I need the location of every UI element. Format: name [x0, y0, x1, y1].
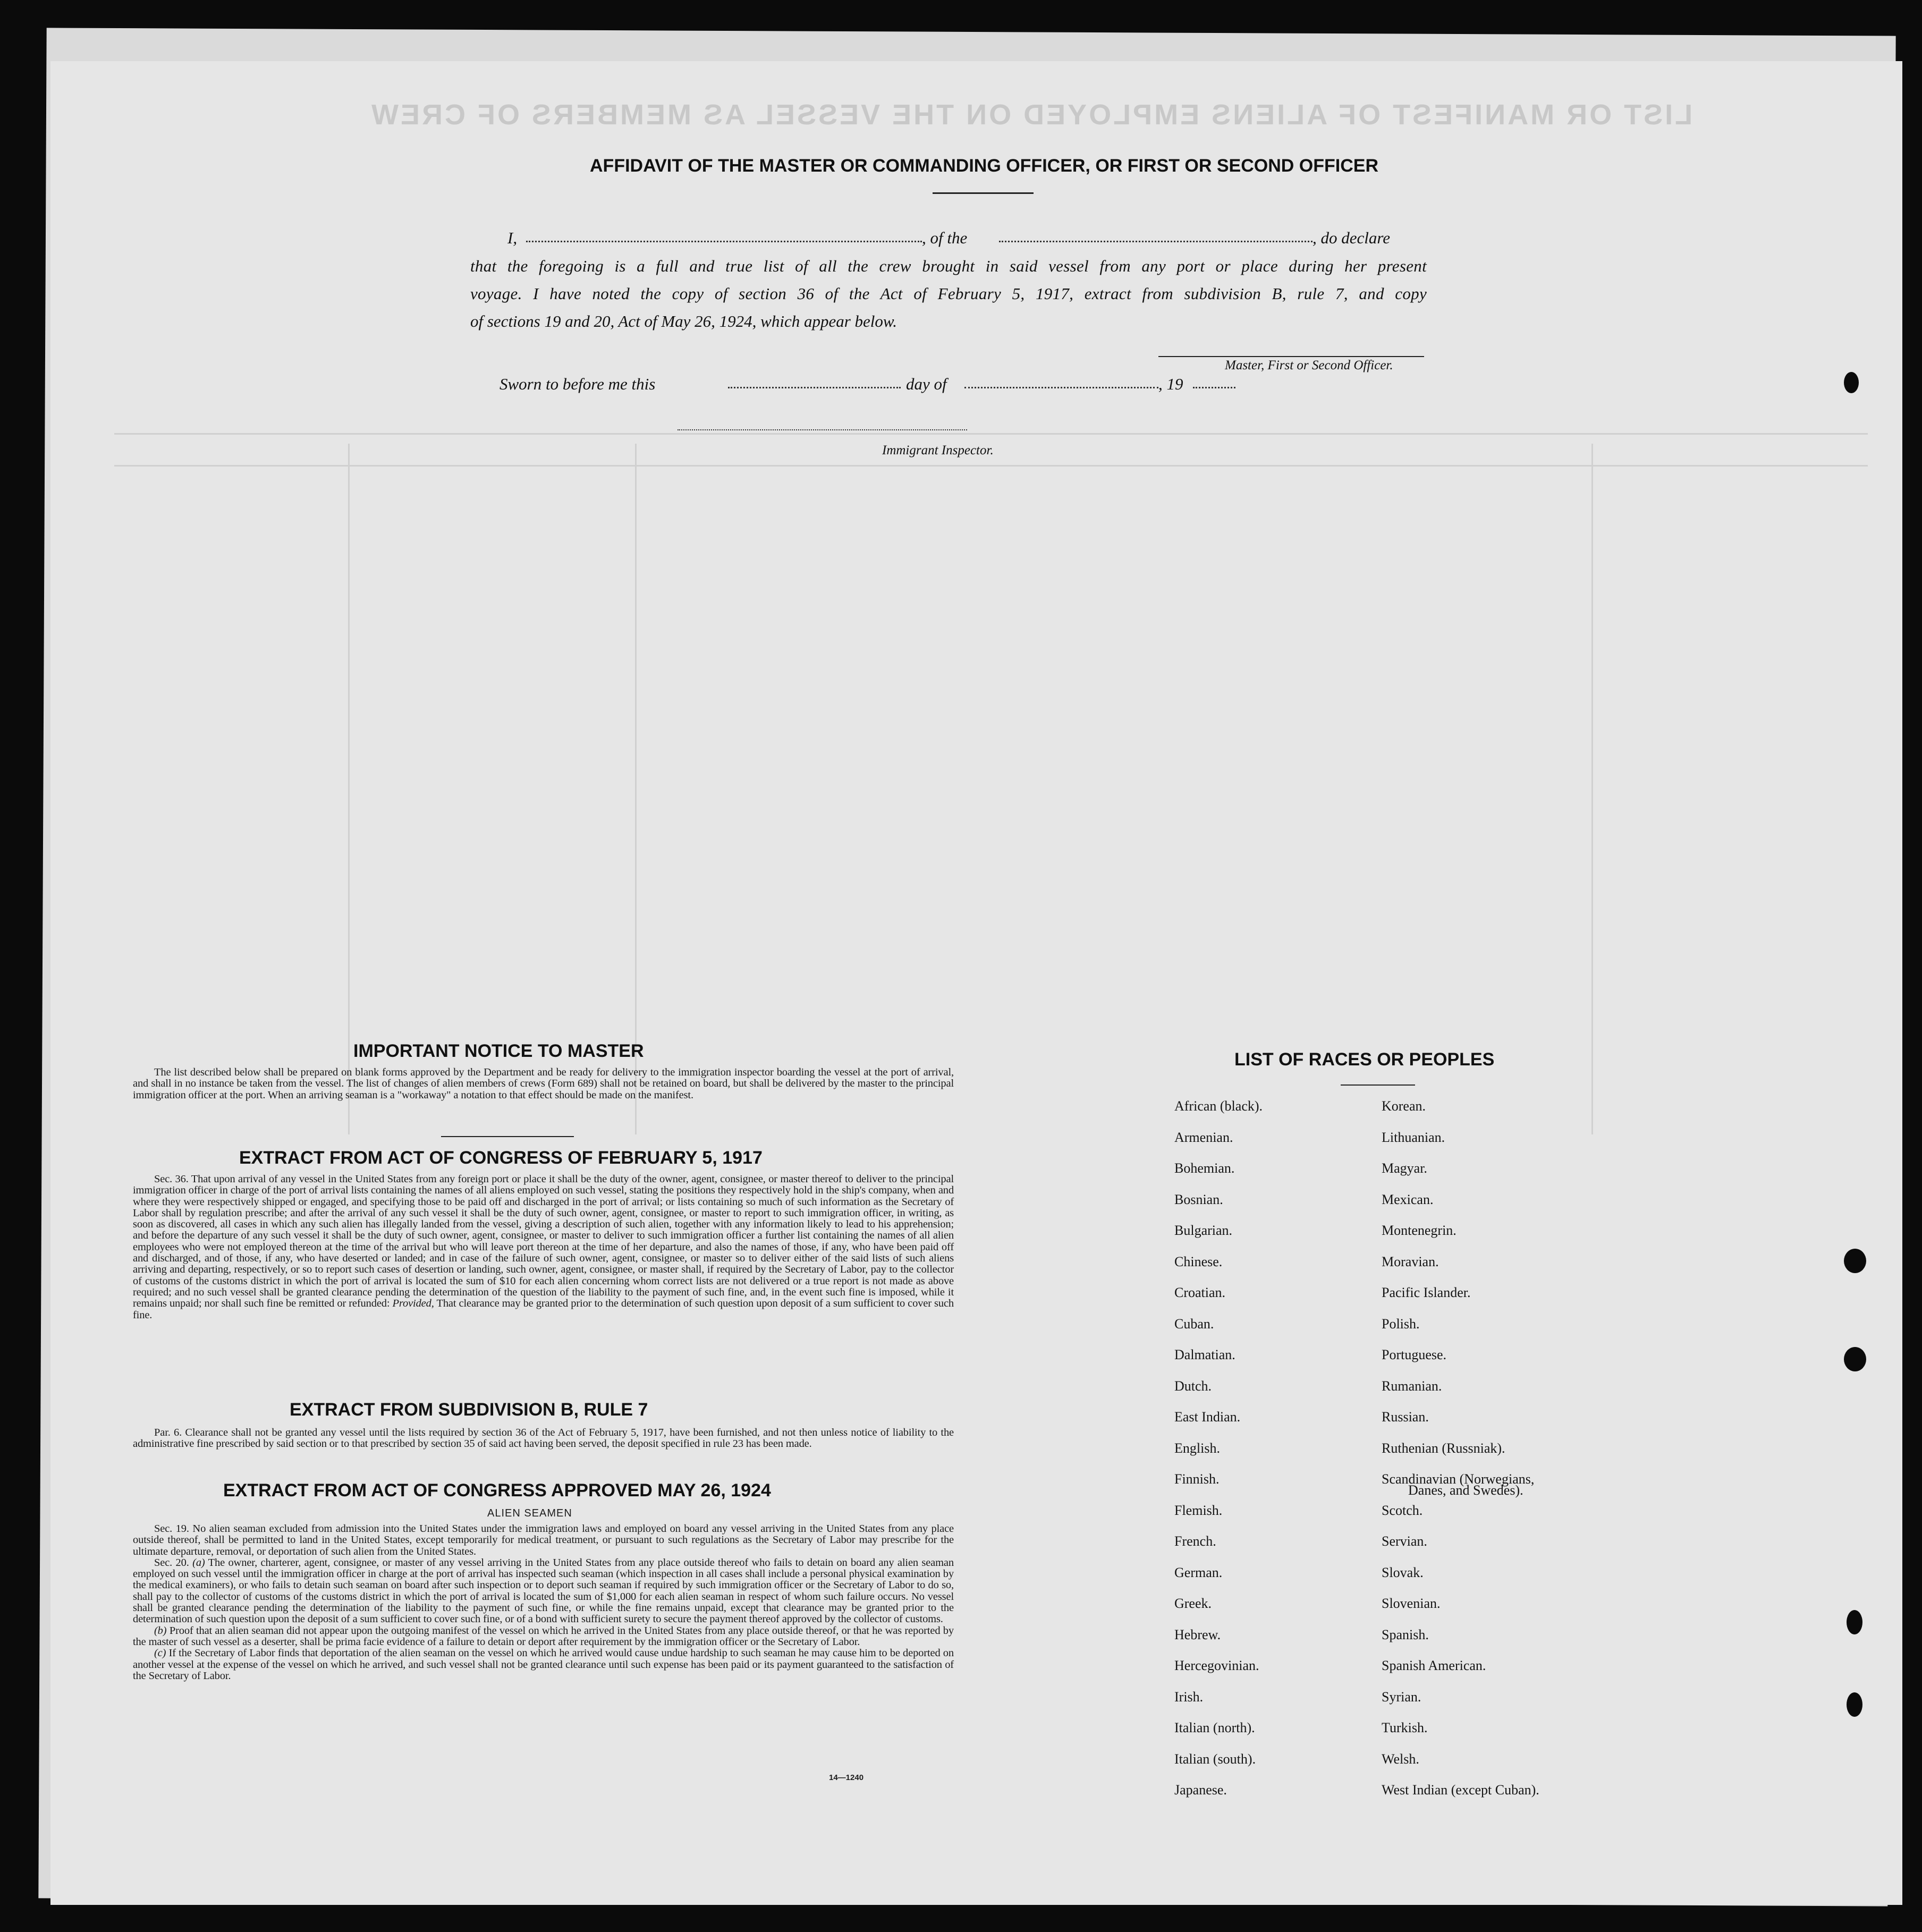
master-name-field[interactable]: [526, 241, 922, 242]
race-item: Spanish American.: [1382, 1658, 1486, 1673]
extract-1917-proviso: Provided,: [392, 1298, 434, 1310]
extract-1917-body-end: That clearance may be granted prior to the determination of such question upon deposit of a sum sufficient to cover such fine.: [133, 1298, 954, 1321]
races-right-column: [1382, 1098, 1539, 1814]
punch-hole: [1847, 1692, 1862, 1717]
race-item: Montenegrin.: [1382, 1223, 1457, 1238]
race-item: East Indian.: [1174, 1409, 1241, 1425]
race-item: Spanish.: [1382, 1626, 1429, 1642]
bleed-through-rule: [114, 433, 1868, 435]
race-item: Greek.: [1174, 1596, 1212, 1611]
inspector-label: Immigrant Inspector.: [882, 443, 994, 457]
race-item: Bulgarian.: [1174, 1223, 1233, 1238]
sec20b-text: (b) Proof that an alien seaman did not appear upon the outgoing manifest of the vessel on which he arrived in the United States from any place outside thereof, or that he was reported by the master of such vessel as a deserter, shall be prima facie evidence of a failure to detain or deport after requirement by the immigration officer or the Secretary of Labor.: [133, 1624, 954, 1648]
bleed-through-rule: [348, 444, 350, 1134]
race-item: Cuban.: [1174, 1316, 1214, 1332]
sworn-year-label: , 19: [1158, 375, 1183, 393]
sworn-year-field[interactable]: [1193, 387, 1235, 388]
race-item: Rumanian.: [1382, 1378, 1442, 1394]
race-item: Croatian.: [1174, 1285, 1226, 1300]
race-item: Scotch.: [1382, 1502, 1423, 1518]
race-item: Ruthenian (Russniak).: [1382, 1440, 1505, 1456]
extract-1917-title: EXTRACT FROM ACT OF CONGRESS OF FEBRUARY 5, 1917: [239, 1148, 763, 1168]
race-item: Mexican.: [1382, 1191, 1434, 1207]
race-item: Pacific Islander.: [1382, 1285, 1471, 1300]
affidavit-do-declare-label: , do declare: [1313, 228, 1391, 247]
race-item: Slovenian.: [1382, 1596, 1441, 1611]
races-title: LIST OF RACES OR PEOPLES: [1234, 1049, 1495, 1070]
race-item: Welsh.: [1382, 1751, 1419, 1767]
affidavit-of-the-label: , of the: [922, 228, 968, 247]
race-item: Armenian.: [1174, 1129, 1233, 1145]
race-item: Servian.: [1382, 1533, 1427, 1549]
race-item: Dutch.: [1174, 1378, 1212, 1394]
race-item: French.: [1174, 1533, 1216, 1549]
affidavit-title-underline: [933, 192, 1034, 194]
race-item: Syrian.: [1382, 1689, 1421, 1705]
race-item: Italian (north).: [1174, 1720, 1255, 1735]
affidavit-title: AFFIDAVIT OF THE MASTER OR COMMANDING OFFICER, OR FIRST OR SECOND OFFICER: [590, 156, 1378, 176]
race-item: Finnish.: [1174, 1471, 1220, 1487]
race-item: Chinese.: [1174, 1253, 1223, 1269]
sworn-prefix: Sworn to before me this: [499, 375, 656, 393]
race-item: West Indian (except Cuban).: [1382, 1782, 1539, 1798]
rule7-text: Par. 6. Clearance shall not be granted any vessel until the lists required by section 36 of the Act of February 5, 1917, have been furnished, and not then unless notice of liability to the administrative fine prescribed by said section or to that prescribed by section 35 of said act having been served, the deposit specified in rule 23 has been made.: [133, 1427, 954, 1450]
document-page: [50, 61, 1902, 1905]
sworn-day-field[interactable]: [728, 387, 901, 388]
race-item: Slovak.: [1382, 1564, 1424, 1580]
race-item: English.: [1174, 1440, 1220, 1456]
race-item: Bohemian.: [1174, 1160, 1235, 1176]
extract-1924-text: [133, 1523, 954, 1682]
race-item: German.: [1174, 1564, 1223, 1580]
race-item: Hercegovinian.: [1174, 1658, 1259, 1673]
sec20a-text: Sec. 20. (a) The owner, charterer, agent, consignee, or master of any vessel arriving in the United States from any place outside thereof who fails to detain on board any alien seaman employed on such vessel until the immigration officer in charge at the port of arrival has inspected such seaman (which inspection in all cases shall include a personal physical examination by the medical examiners), or who fails to detain such seaman on board after such inspection or to deport such seaman if required by such immigration officer or the Secretary of Labor to do so, shall pay to the collector of customs of the customs district in which the port of arrival is located the sum of $1,000 for each alien seaman in respect of whom such failure occurs. No vessel shall be granted clearance pending the determination of the liability to the payment of such fine, or while the fine remains unpaid, except that clearance may be granted prior to the determination of such question upon the deposit of a sum sufficient to cover such fine, or of a bond with sufficient surety to secure the payment thereof approved by the collector of customs.: [133, 1556, 954, 1625]
bleed-through-heading: LIST OR MANIFEST OF ALIENS EMPLOYED ON THE VESSEL AS MEMBERS OF CREW: [369, 99, 1693, 131]
race-item: African (black).: [1174, 1098, 1263, 1114]
bleed-through-rule: [635, 444, 637, 1134]
sworn-month-field[interactable]: [964, 387, 1158, 388]
race-item: Polish.: [1382, 1316, 1420, 1332]
race-item: Irish.: [1174, 1689, 1204, 1705]
races-scandinavian-continuation: Danes, and Swedes).: [1408, 1482, 1523, 1498]
extract-1917-text: [133, 1174, 954, 1321]
race-item: Korean.: [1382, 1098, 1426, 1114]
race-item: Lithuanian.: [1382, 1129, 1445, 1145]
notice-text: The list described below shall be prepared on blank forms approved by the Department and be ready for delivery to the immigration inspector boarding the vessel at the port of arrival, and shall in no instance be taken from the vessel. The list of changes of alien members of crews (Form 689) shall not be retained on board, but shall be delivered by the master to the principal immigration officer at the port. When an arriving seaman is a "workaway" a notation to that effect should be made on the manifest.: [133, 1066, 954, 1101]
affidavit-line-1: [507, 223, 517, 253]
race-item: Dalmatian.: [1174, 1347, 1235, 1362]
races-left-column: [1174, 1098, 1263, 1814]
affidavit-i-label: I,: [507, 228, 518, 247]
punch-hole: [1844, 372, 1859, 393]
races-title-underline: [1341, 1084, 1415, 1086]
notice-divider: [441, 1136, 574, 1137]
race-item: Flemish.: [1174, 1502, 1223, 1518]
punch-hole: [1847, 1610, 1862, 1634]
race-item: Magyar.: [1382, 1160, 1427, 1176]
sworn-day-of-label: day of: [906, 375, 947, 393]
race-item: Bosnian.: [1174, 1191, 1223, 1207]
vessel-name-field[interactable]: [999, 241, 1313, 242]
affidavit-line-4: of sections 19 and 20, Act of May 26, 1924, which appear below.: [470, 312, 898, 331]
race-item: Portuguese.: [1382, 1347, 1447, 1362]
punch-hole: [1844, 1249, 1866, 1273]
affidavit-line-3: voyage. I have noted the copy of section 36 of the Act of February 5, 1917, extract from subdivision B, rule 7, and copy: [470, 284, 1427, 303]
extract-1924-title: EXTRACT FROM ACT OF CONGRESS APPROVED MAY 26, 1924: [223, 1480, 771, 1501]
inspector-signature-line[interactable]: [678, 429, 967, 430]
affidavit-line-2: that the foregoing is a full and true list of all the crew brought in said vessel from any port or place during her present: [470, 257, 1427, 275]
race-item: Russian.: [1382, 1409, 1429, 1425]
master-signature-label: Master, First or Second Officer.: [1225, 358, 1393, 372]
race-item: Moravian.: [1382, 1253, 1439, 1269]
race-item: Turkish.: [1382, 1720, 1428, 1735]
race-item: Hebrew.: [1174, 1626, 1221, 1642]
punch-hole: [1844, 1347, 1866, 1371]
race-item: Scandinavian (Norwegians,: [1382, 1471, 1535, 1487]
extract-1917-body: Sec. 36. That upon arrival of any vessel in the United States from any foreign port or place it shall be the duty of the owner, agent, consignee, or master thereof to deliver to the principal immigration officer in charge of the port of arrival lists containing the names of all aliens employed on such vessel, stating the positions they respectively hold in the ship's company, when and where they were respectively shipped or engaged, and specifying those to be paid off and discharged in the port of arrival; or lists containing so much of such information as the Secretary of Labor shall by regulation prescribe; and after the arrival of any such vessel it shall be the duty of such owner, agent, consignee, or master to report to such immigration officer, in writing, as soon as discovered, all cases in which any such alien has illegally landed from the vessel, giving a description of such alien, together with any information likely to lead to his apprehension; and before the departure of any such vessel it shall be the duty of such owner, agent, consignee, or master to deliver to such immigration officer a further list containing the names of all alien employees who were not employed thereon at the time of the arrival but who will leave port thereon at the time of her departure, and also the names of those, if any, who have been paid off and discharged, and of those, if any, who have deserted or landed; and in case of the failure of such owner, agent, consignee, or master so to deliver either of the said lists of such aliens arriving and departing, respectively, or so to report such cases of desertion or landing, such owner, agent, consignee, or master shall, if required by the Secretary of Labor, pay to the collector of customs of the customs district in which the port of arrival is located the sum of $10 for each alien concerning whom correct lists are not delivered or a true report is not made as above required; and no such vessel shall be granted clearance pending the determination of the question of the liability to the payment of such fine, and, in the event such fine is imposed, while it remains unpaid; nor shall such fine be remitted or refunded:: [133, 1173, 954, 1310]
sec19-text: Sec. 19. No alien seaman excluded from admission into the United States under the immigration laws and employed on board any vessel arriving in the United States from any place outside thereof, shall be permitted to land in the United States, except temporarily for medical treatment, or pursuant to such regulations as the Secretary of Labor may prescribe for the ultimate departure, removal, or deportation of such alien from the United States.: [133, 1523, 954, 1557]
notice-title: IMPORTANT NOTICE TO MASTER: [353, 1041, 644, 1061]
bleed-through-rule: [1591, 444, 1593, 1134]
form-number: 14—1240: [829, 1773, 864, 1782]
extract-1924-subtitle: ALIEN SEAMEN: [487, 1507, 572, 1519]
rule7-title: EXTRACT FROM SUBDIVISION B, RULE 7: [290, 1400, 648, 1420]
race-item: Japanese.: [1174, 1782, 1227, 1798]
sec20c-text: (c) If the Secretary of Labor finds that deportation of the alien seaman on the vessel on which he arrived would cause undue hardship to such seaman he may cause him to be deported on another vessel at the expense of the vessel on which he arrived, and such vessel shall not be granted clearance until such expense has been paid or its payment guaranteed to the satisfaction of the Secretary of Labor.: [133, 1647, 954, 1682]
race-item: Italian (south).: [1174, 1751, 1256, 1767]
